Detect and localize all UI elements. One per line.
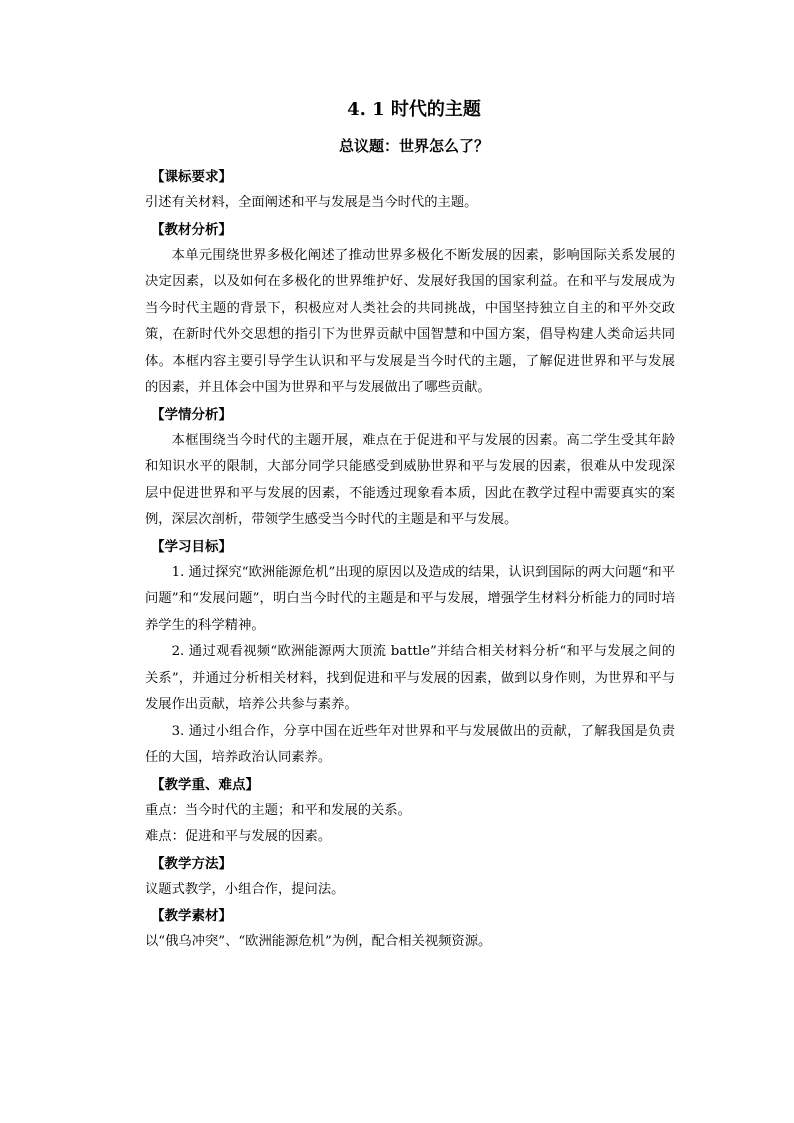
section-teaching-methods <box>145 851 675 904</box>
section-paragraph: 以“俄乌冲突”、“欧洲能源危机”为例，配合相关视频资源。 <box>145 934 492 949</box>
section-paragraph: 引述有关材料，全面阐述和平与发展是当今时代的主题。 <box>145 195 478 210</box>
key-point: 重点：当今时代的主题；和平和发展的关系。 <box>145 802 411 818</box>
section-student-analysis <box>145 402 675 534</box>
section-key-points <box>145 772 675 851</box>
document-subtitle: 总议题：世界怎么了？ <box>338 137 489 155</box>
objective-item: 1. 通过探究“欧洲能源危机”出现的原因以及造成的结果，认识到国际的两大问题“和平问题”和“发展问题”，明白当今时代的主题是和平与发展，增强学生材料分析能力的同时培养学生的科学精神。 <box>145 564 675 633</box>
section-heading: 【教学重、难点】 <box>151 776 259 793</box>
section-heading: 【学习目标】 <box>151 538 232 555</box>
section-paragraph: 本框围绕当今时代的主题开展，难点在于促进和平与发展的因素。高二学生受其年龄和知识水平的限制，大部分同学只能感受到威胁世界和平与发展的因素，很难从中发现深层中促进世界和平与发展的因素，不能透过现象看本质，因此在教学过程中需要真实的案例，深层次剖析，带领学生感受当今时代的主题是和平与发展。 <box>145 432 675 527</box>
section-heading: 【教学方法】 <box>151 855 232 872</box>
section-heading: 【课标要求】 <box>151 169 232 185</box>
section-paragraph: 本单元围绕世界多极化阐述了推动世界多极化不断发展的因素，影响国际关系发展的决定因素，以及如何在多极化的世界维护好、发展好我国的国家利益。在和平与发展成为当今时代主题的背景下，积极应对人类社会的共同挑战，中国坚持独立自主的和平外交政策，在新时代外交思想的指引下为世界贡献中国智慧和中国方案，倡导构建人类命运共同体。本框内容主要引导学生认识和平与发展是当今时代的主题，了解促进世界和平与发展的因素，并且体会中国为世界和平与发展做出了哪些贡献。 <box>145 247 675 395</box>
section-paragraph: 议题式教学，小组合作，提问法。 <box>145 881 345 897</box>
section-heading: 【教学素材】 <box>151 908 232 924</box>
section-textbook-analysis <box>145 217 675 402</box>
difficult-point: 难点：促进和平与发展的因素。 <box>145 829 332 844</box>
document-title: 4. 1 时代的主题 <box>347 99 481 120</box>
objective-item: 3. 通过小组合作，分享中国在近些年对世界和平与发展做出的贡献，了解我国是负责任的大国，培养政治认同素养。 <box>145 723 675 765</box>
section-heading: 【学情分析】 <box>151 406 232 423</box>
section-teaching-materials <box>145 903 675 956</box>
section-curriculum-requirement <box>145 164 675 217</box>
section-learning-objectives <box>145 534 675 772</box>
objective-item: 2. 通过观看视频“欧洲能源两大顶流 battle”并结合相关材料分析“和平与发展之间的关系”，并通过分析相关材料，找到促进和平与发展的因素，做到以身作则，为世界和平与发展作出贡献，培养公共参与素养。 <box>145 644 675 712</box>
document-page <box>145 96 675 956</box>
section-heading: 【教材分析】 <box>151 221 232 238</box>
